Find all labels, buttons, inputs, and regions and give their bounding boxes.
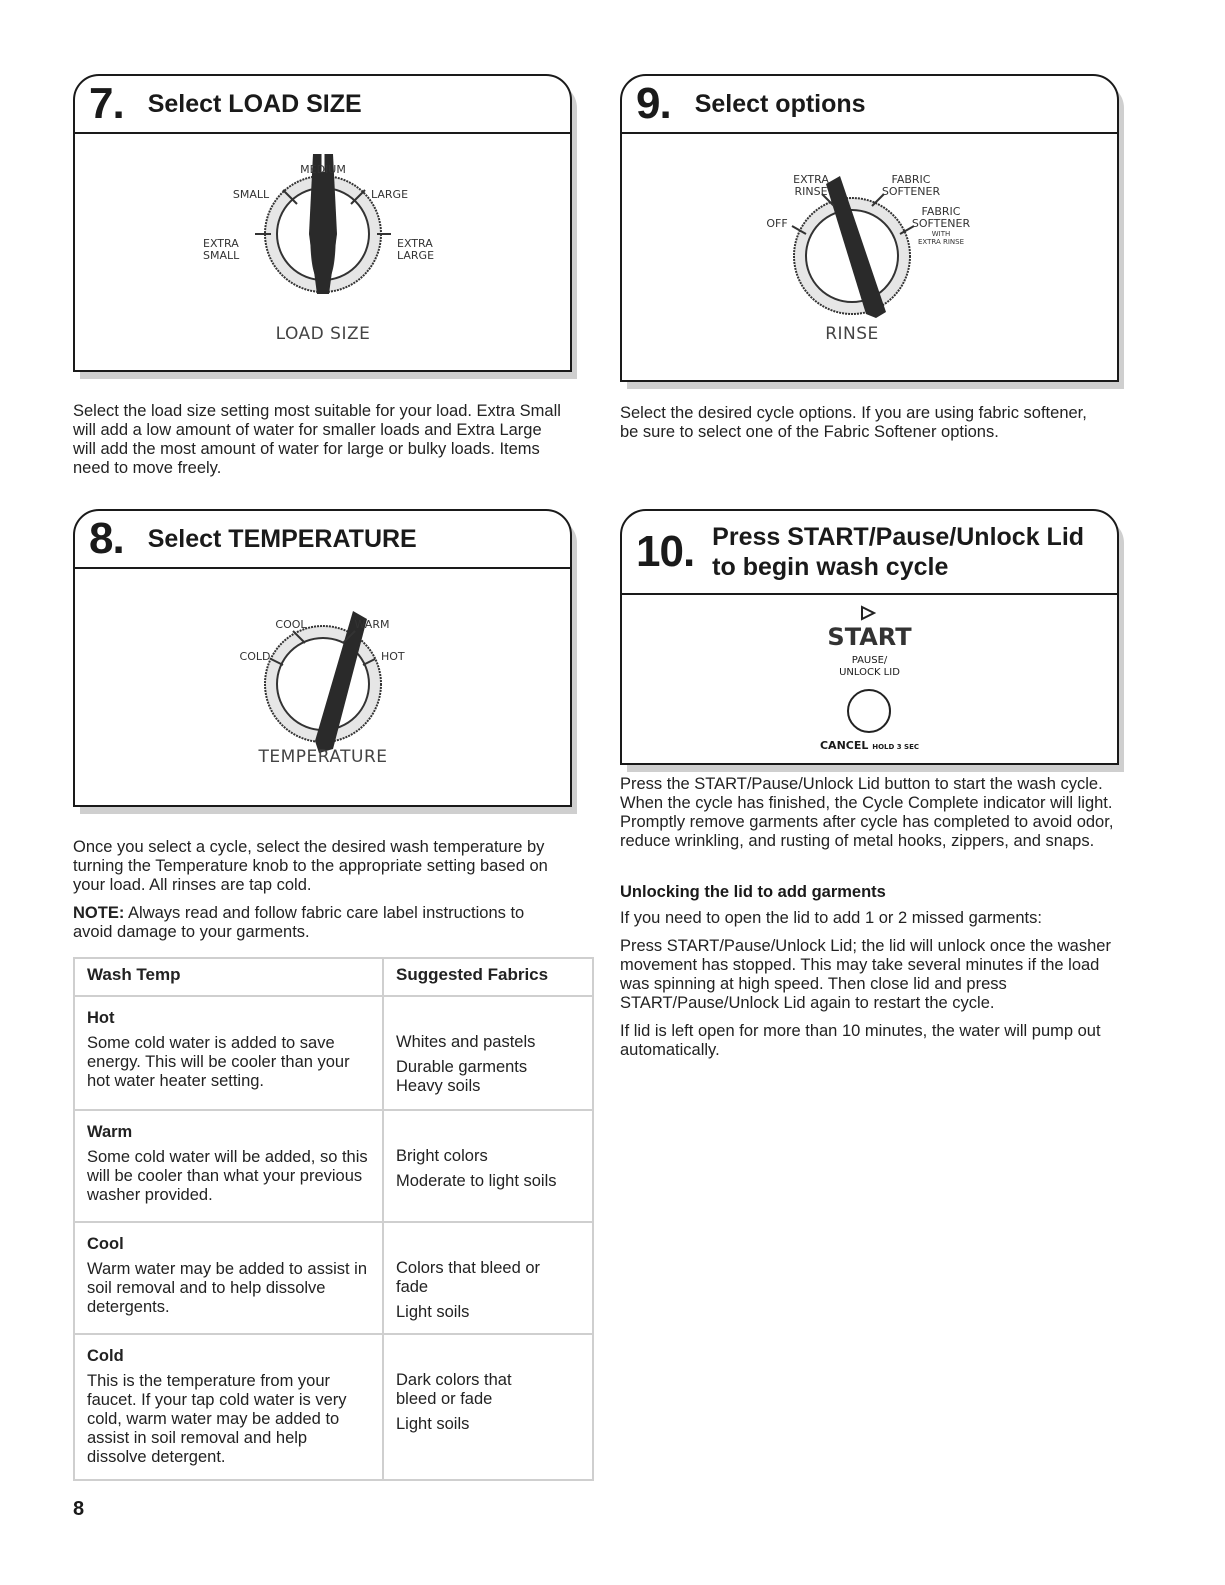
step-10-header [622,511,1117,595]
temp-description: Some cold water will be added, so this will be cooler than what your previous washer provided. [87,1148,368,1204]
dial-label-small: SMALL [232,188,270,201]
table-row [74,996,593,1110]
table-header-row [74,958,593,996]
temp-cell [74,1110,383,1222]
temp-cell [74,1334,383,1480]
step-8-description: Once you select a cycle, select the desired wash temperature by turning the Temperature knob to the appropriate setting based on your load. All rinses are tap cold. [73,838,548,894]
cancel-hold-text: HOLD 3 SEC [872,743,920,751]
step-8-panel [73,509,572,807]
fabric-item: Dark colors that bleed or fade [396,1371,512,1408]
temp-description: This is the temperature from your faucet. If your tap cold water is very cold, warm water may be added to assist in soil removal and help dissolve detergent. [87,1372,347,1466]
dial-label-hot: HOT [381,650,405,663]
rinse-caption: RINSE [825,324,879,344]
step-8-header [75,511,570,569]
play-icon [860,605,876,621]
unlocking-lid-intro: If you need to open the lid to add 1 or 2 missed garments: [620,909,1042,927]
start-button-area [622,595,1117,763]
dial-label-off: OFF [766,217,788,230]
fabric-item: Bright colors [396,1147,488,1165]
step-10-number: 10. [636,527,695,576]
temp-name: Hot [87,1009,115,1027]
step-7-number: 7. [89,79,124,128]
table-row [74,1110,593,1222]
step-10-title-line-2: to begin wash cycle [712,553,949,581]
fabric-item: Colors that bleed or fade [396,1259,540,1296]
step-8-note [73,904,568,942]
cancel-text: CANCEL [819,739,869,752]
unlocking-lid-instructions: Press START/Pause/Unlock Lid; the lid will unlock once the washer movement has stopped. This may take several minutes if the load was spinning at high speed. Then close lid and press START/Pause/Unlock Lid again to restart the cycle. [620,937,1111,1012]
table-header-suggested-fabrics: Suggested Fabrics [383,958,593,996]
dial-label-with-extra-rinse: WITH EXTRA RINSE [918,230,964,246]
temp-name: Cool [87,1235,124,1253]
temperature-caption: TEMPERATURE [258,747,388,767]
fabrics-cell [383,1334,593,1480]
dial-label-extra-large: EXTRA LARGE [397,237,435,262]
step-7-description: Select the load size setting most suitable for your load. Extra Small will add a low amount of water for smaller loads and Extra Large will add the most amount of water for large or bulky loads. Items need to move freely. [73,402,561,477]
dial-label-medium: MEDIUM [300,163,346,176]
dial-label-warm: WARM [354,618,390,631]
fabric-item: Light soils [396,1303,470,1321]
temp-description: Warm water may be added to assist in soil removal and to help dissolve detergents. [87,1260,368,1316]
dial-label-cold: COLD [239,650,271,663]
dial-label-fabric-softener: FABRIC SOFTENER [881,173,941,198]
load-size-caption: LOAD SIZE [275,324,371,344]
dial-label-cool: COOL [275,618,307,631]
fabric-item: Light soils [396,1415,470,1433]
step-7-panel [73,74,572,372]
table-header-wash-temp: Wash Temp [74,958,383,996]
temp-cell [74,1222,383,1334]
step-7-title: Select LOAD SIZE [147,89,362,118]
fabrics-cell [383,1222,593,1334]
unlocking-lid-timeout-note: If lid is left open for more than 10 minutes, the water will pump out automatically. [620,1022,1101,1059]
step-9-panel [620,74,1119,382]
note-label: NOTE: [73,904,125,922]
table-row [74,1334,593,1480]
page-number: 8 [73,1498,85,1520]
step-9-number: 9. [636,79,671,128]
fabrics-cell [383,1110,593,1222]
step-8-number: 8. [89,514,124,563]
dial-label-extra-rinse: EXTRA RINSE [793,173,829,198]
dial-label-extra-small: EXTRA SMALL [203,237,240,262]
step-7-header [75,76,570,134]
temp-description: Some cold water is added to save energy. This will be cooler than your hot water heater setting. [87,1034,350,1090]
step-9-description: Select the desired cycle options. If you are using fabric softener, be sure to select one of the Fabric Softener options. [620,404,1087,441]
cancel-label [782,739,957,752]
step-9-header [622,76,1117,134]
step-10-title-line-1: Press START/Pause/Unlock Lid [712,523,1085,551]
step-10-title [712,522,1084,582]
unlocking-lid-subheading: Unlocking the lid to add garments [620,883,886,901]
temp-name: Warm [87,1123,133,1141]
step-8-title: Select TEMPERATURE [147,524,417,553]
fabric-item: Whites and pastels [396,1033,536,1051]
temperature-dial-icon [75,569,570,805]
fabric-item: Heavy soils [396,1077,481,1095]
wash-temp-table [73,957,594,1481]
dial-label-large: LARGE [371,188,409,201]
note-text: Always read and follow fabric care label instructions to avoid damage to your garments. [73,904,525,941]
rinse-dial-area [622,134,1117,380]
load-size-dial-area [75,134,570,370]
table-row [74,1222,593,1334]
pause-unlock-label: PAUSE/ UNLOCK LID [839,655,900,678]
step-10-panel [620,509,1119,765]
fabric-item: Durable garments [396,1058,528,1076]
fabrics-cell [383,996,593,1110]
step-10-description: Press the START/Pause/Unlock Lid button to start the wash cycle. When the cycle has finished, the Cycle Complete indicator will light. Promptly remove garments after cycle has completed to avoid odor, reduce wrinkling, and rusting of metal hooks, zippers, and snaps. [620,775,1114,850]
temp-cell [74,996,383,1110]
fabric-item: Moderate to light soils [396,1172,557,1190]
start-label: START [827,623,912,651]
temp-name: Cold [87,1347,124,1365]
step-9-title: Select options [694,89,866,118]
start-button-icon[interactable] [845,687,893,735]
temperature-dial-area [75,569,570,805]
dial-label-fabric-softener-extra-rinse: FABRIC SOFTENER [911,205,971,230]
